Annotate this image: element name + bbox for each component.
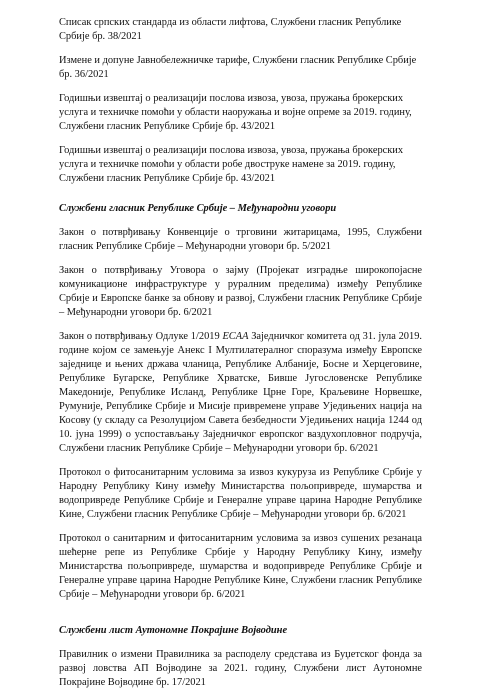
list-item-notary-tariff: Измене и допуне Јавнобележничке тарифе, Службени гласник Републике Србије бр. 36/2021 bbox=[59, 55, 417, 80]
list-item-arms-export-report: Годишњи извештај о реализацији послова извоза, увоза, пружања брокерских услуга и техничке помоћи у области наоружања и војне опреме за 2019. годину, Службени гласник Републике Србије бр. 43/2021 bbox=[59, 93, 412, 132]
list-item-grain-convention: Закон о потврђивању Конвенције о трговини житарицама, 1995, Службени гласник Републике Србије – Међународни уговори бр. 5/2021 bbox=[59, 227, 422, 252]
ecaa-text-after: Заједничког комитета од 31. јула 2019. године којом се замењује Анекс I Мултилатералног споразума између Европске заједнице и њених држава чланица, Републике Албаније, Босне и Херцеговине, Републике Бугарске, Републике Хрватске, Бивше Југословенске Републике Македоније, Републике Исланд, Републике Црне Горе, Краљевине Норвешке, Румуније, Републике Србије и Мисије привремене управе Уједињених нација на Косову (у складу са Резолуцијом Савета безбедности Уједињених нација 1244 од 10. јуна 1999) о успостављању Заједничког европског ваздухопловног подручја, Службени гласник Републике Србије – Међународни уговори бр. 6/2021 bbox=[59, 331, 422, 454]
section-heading-international-treaties: Службени гласник Републике Србије – Међународни уговори bbox=[59, 203, 337, 214]
list-item-beet-protocol: Протокол о санитарним и фитосанитарним условима за извоз сушених резанаца шећерне репе из Републике Србије у Народну Републику Кину, између Министарства пољопривреде, шумарства и водопривреде Републике Србије и Генералне управе царина Народне Републике Кине, Службени гласник Републике Србије – Међународни уговори бр. 6/2021 bbox=[59, 533, 422, 600]
list-item-loan-agreement: Закон о потврђивању Уговора о зајму (Пројекат изградње широкопојасне комуникационе инфраструктуре у руралним пределима) између Републике Србије и Европске банке за обнову и развој, Службени гласник Републике Србије – Међународни уговори бр. 6/2021 bbox=[59, 265, 422, 318]
list-item-dual-use-report: Годишњи извештај о реализацији послова извоза, увоза, пружања брокерских услуга и техничке помоћи у области робе двоструке намене за 2019. годину, Службени гласник Републике Србије бр. 43/2021 bbox=[59, 145, 404, 184]
list-item-lift-standards: Списак српских стандарда из области лифтова, Службени гласник Републике Србије бр. 38/2021 bbox=[59, 17, 402, 42]
list-item-ecaa-decision bbox=[59, 330, 422, 456]
ecaa-text-before: Закон о потврђивању Одлуке 1/2019 bbox=[59, 331, 223, 342]
list-item-corn-protocol: Протокол о фитосанитарним условима за извоз кукуруза из Републике Србије у Народну Републику Кину између Министарства пољопривреде, шумарства и водопривреде Републике Србије и Генералне управе царина Народне Републике Кине, Службени гласник Републике Србије – Међународни уговори бр. 6/2021 bbox=[59, 467, 422, 520]
list-item-hunting-fund-rulebook: Правилник о измени Правилника за расподелу средстава из Буџетског фонда за развој ловства АП Војводине за 2021. годину, Службени лист Аутономне Покрајине Војводине бр. 17/2021 bbox=[59, 649, 422, 688]
section-heading-vojvodina: Службени лист Аутономне Покрајине Војводине bbox=[59, 625, 288, 636]
ecaa-italic-term: ECAA bbox=[222, 331, 249, 342]
document-page bbox=[59, 16, 422, 700]
